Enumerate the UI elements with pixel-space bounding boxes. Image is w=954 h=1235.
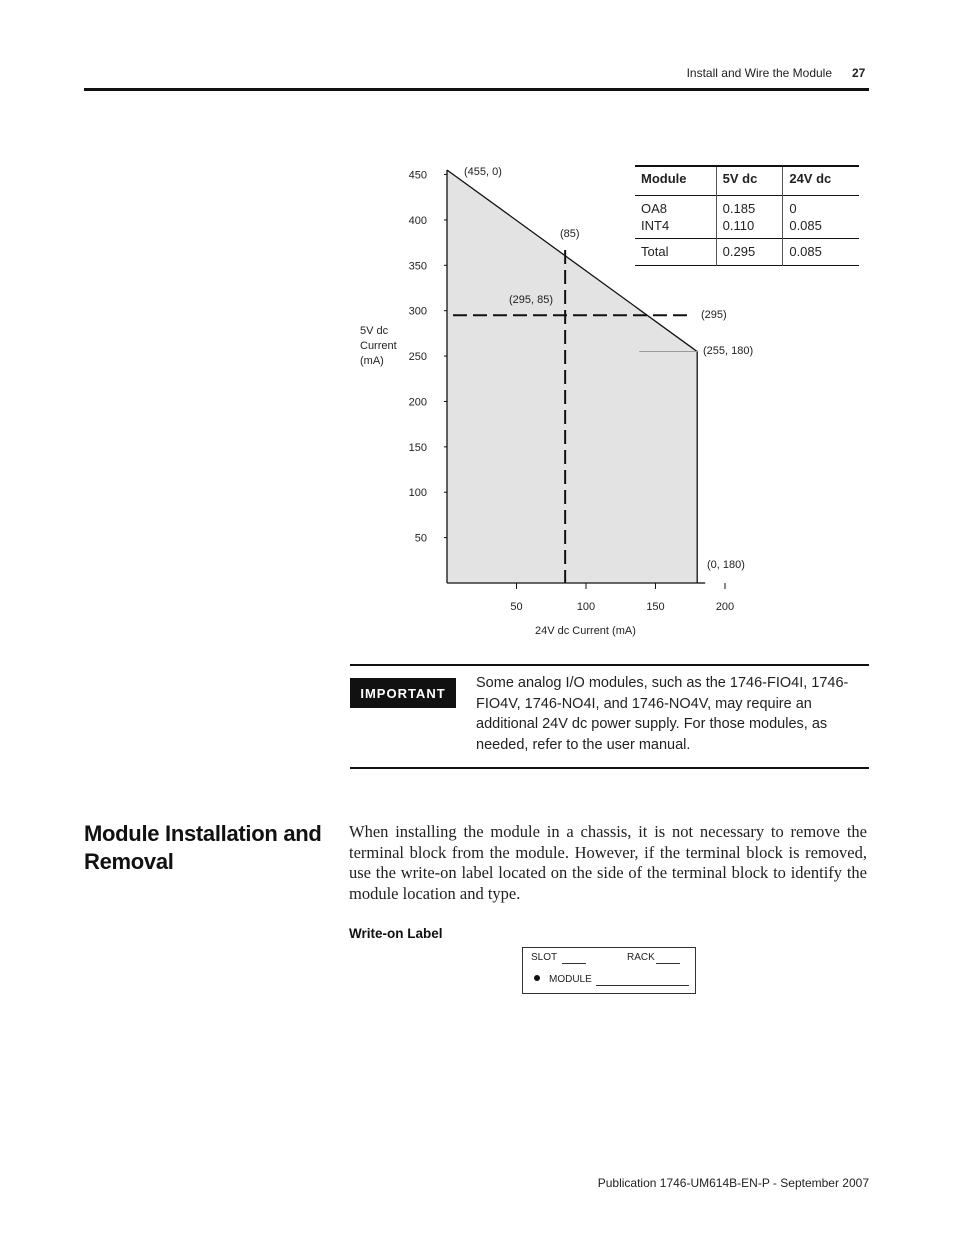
- section-body: When installing the module in a chassis, it is not necessary to remove the terminal block from the module. However, if the terminal block is removed, use the write-on label located on the side of the terminal block to identify the module location and type.: [349, 822, 867, 903]
- y-tick-label: 250: [408, 351, 427, 364]
- table-cell: [716, 239, 783, 266]
- y-tick-label: 200: [408, 396, 427, 409]
- table-cell: [783, 239, 859, 266]
- annotation-y-marker: (295): [701, 309, 727, 321]
- cell-line: OA8: [641, 201, 668, 216]
- x-tick-label: 100: [576, 601, 596, 613]
- header-rule: [84, 88, 869, 91]
- cell-line: INT4: [641, 218, 670, 233]
- module-current-table: [635, 165, 859, 266]
- table-cell: [783, 196, 859, 239]
- x-axis-ticks: [510, 583, 734, 613]
- y-tick-label: 100: [408, 487, 427, 500]
- table-header-24v: 24V dc: [783, 166, 859, 196]
- section-heading: Module Installation and Removal: [84, 821, 322, 874]
- x-tick-label: 200: [715, 601, 735, 613]
- important-bottom-rule: [350, 767, 869, 769]
- table-row: [635, 196, 859, 239]
- annotation-x-marker: (85): [560, 228, 580, 240]
- label-slot-blank: [562, 963, 586, 964]
- y-tick-label: 300: [408, 305, 427, 318]
- label-module-blank: [596, 985, 689, 986]
- page-number: 27: [852, 66, 866, 80]
- label-bullet-icon: [534, 975, 540, 981]
- y-tick-label: 450: [408, 169, 427, 182]
- label-slot-text: SLOT: [531, 952, 558, 963]
- y-tick-label: 50: [414, 532, 427, 545]
- table-header-row: [635, 166, 859, 196]
- y-tick-label: 150: [408, 441, 427, 454]
- cell-line: 0.185: [722, 201, 756, 216]
- cell-line: 0.110: [722, 218, 755, 233]
- cell-line: 0.085: [789, 218, 822, 233]
- annotation-bottom-right: (0, 180): [707, 559, 745, 571]
- table-cell: [635, 239, 716, 266]
- y-axis-label-line-3: (mA): [360, 355, 384, 367]
- cell-line: 0: [789, 201, 797, 216]
- annotation-top-left: (455, 0): [464, 166, 502, 178]
- y-tick-label: 400: [408, 214, 427, 227]
- y-axis-label-line-1: 5V dc: [360, 325, 389, 337]
- x-tick-label: 50: [510, 601, 523, 613]
- write-on-label-heading: Write-on Label: [349, 926, 443, 941]
- label-rack-blank: [656, 963, 680, 964]
- write-on-label-figure: [522, 947, 696, 994]
- important-top-rule: [350, 664, 869, 666]
- cell-line: 0.295: [722, 244, 756, 259]
- table-cell: [635, 196, 716, 239]
- table-cell: [716, 196, 783, 239]
- important-badge: IMPORTANT: [350, 678, 456, 708]
- cell-line: Total: [641, 244, 669, 259]
- running-header-title: Install and Wire the Module: [686, 66, 832, 80]
- label-module-text: MODULE: [549, 974, 592, 985]
- x-tick-label: 150: [646, 601, 665, 613]
- cell-line: 0.085: [789, 244, 822, 259]
- label-rack-text: RACK: [627, 952, 655, 963]
- x-axis-label: 24V dc Current (mA): [535, 625, 636, 637]
- important-text: Some analog I/O modules, such as the 1746-FIO4I, 1746-FIO4V, 1746-NO4I, and 1746-NO4V, may require an additional 24V dc power supply. For those modules, as needed, refer to the user manual.: [476, 675, 849, 753]
- annotation-point: (295, 85): [509, 294, 554, 306]
- table-header-5v: 5V dc: [716, 166, 783, 196]
- y-axis-label-line-2: Current: [360, 340, 397, 352]
- annotation-corner: (255, 180): [703, 345, 754, 357]
- publication-footer: Publication 1746-UM614B-EN-P - September 2007: [597, 1176, 869, 1190]
- y-tick-label: 350: [408, 260, 427, 273]
- table-header-module: Module: [641, 171, 687, 186]
- y-axis-ticks: [409, 170, 447, 545]
- table-row-total: [635, 239, 859, 266]
